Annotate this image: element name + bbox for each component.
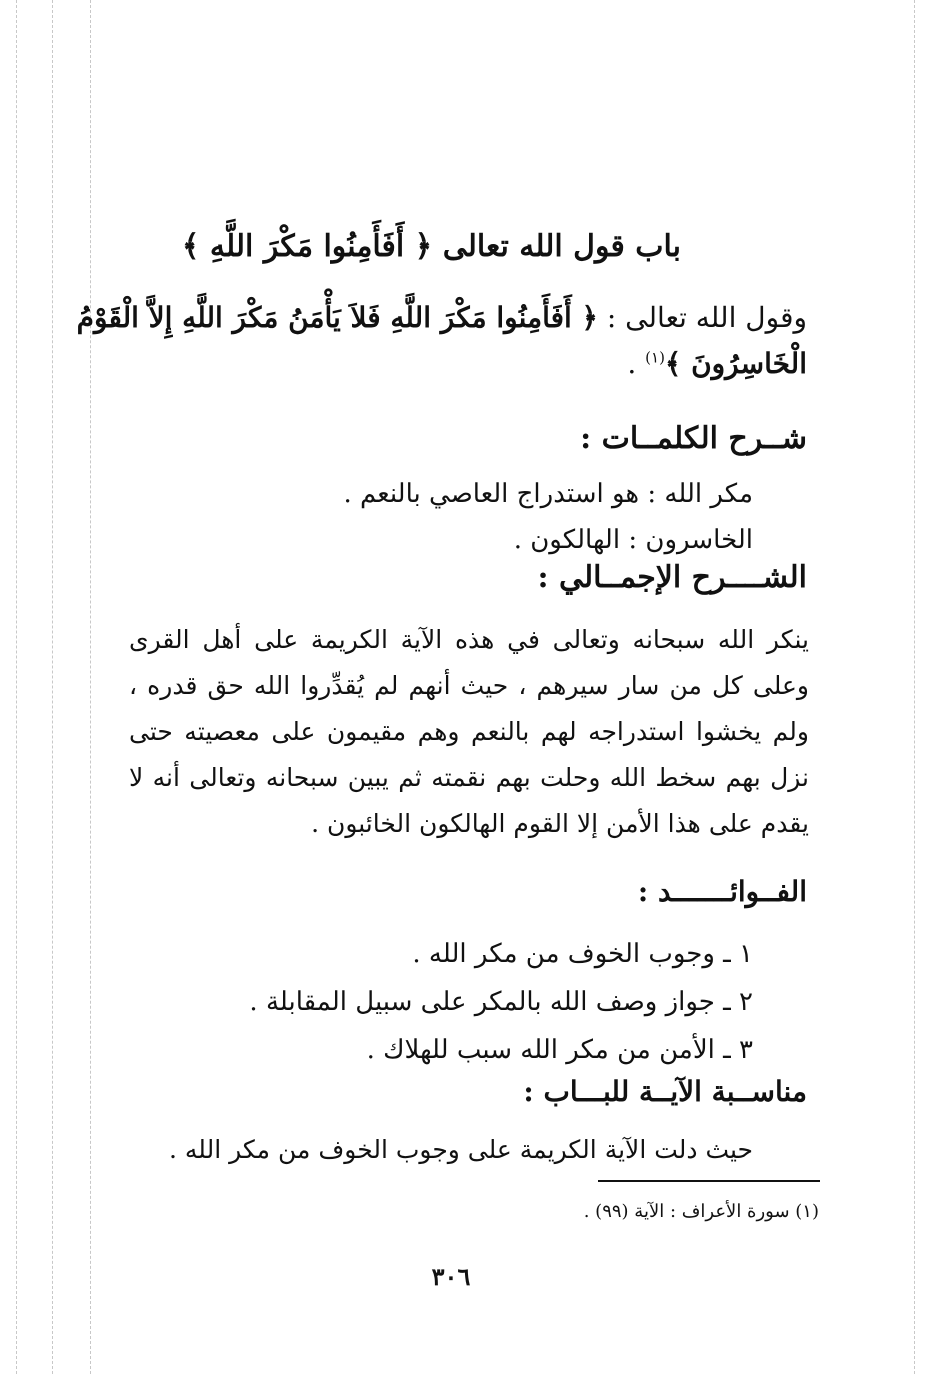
benefit-item: ٣ ـ الأمن من مكر الله سبب للهلاك .	[366, 1035, 753, 1065]
summary-paragraph: ينكر الله سبحانه وتعالى في هذه الآية الكريمة على أهل القرى وعلى كل من سار سيرهم ، حيث أنهم لم يُقدِّروا الله حق قدره ، ولم يخشوا استدراجه لهم بالنعم وهم مقيمون على معصيته حتى نزل بهم سخط الله وحلت بهم نقمته ثم يبين سبحانه وتعالى أنه لا يقدم على هذا الأمن إلا القوم الهالكون الخائبون .	[129, 625, 809, 838]
scan-guide-line	[914, 0, 915, 1374]
verse-quote-2: الْخَاسِرُونَ ﴾	[664, 347, 807, 380]
verse-end: .	[627, 347, 637, 380]
verse-line-2	[107, 347, 807, 380]
word-definition: مكر الله : هو استدراج العاصي بالنعم .	[343, 479, 753, 509]
verse-quote-1: ﴿ أَفَأَمِنُوا مَكْرَ اللَّهِ فَلاَ يَأْمَنُ مَكْرَ اللَّهِ إِلاَّ الْقَوْمُ	[76, 301, 598, 334]
page-number: ٣٠٦	[431, 1262, 471, 1291]
benefit-item: ١ ـ وجوب الخوف من مكر الله .	[412, 939, 753, 969]
section-heading-summary: الشــــرح الإجمــالي :	[537, 560, 807, 595]
section-heading-words: شــرح الكلمــات :	[580, 421, 807, 456]
verse-line-1	[76, 301, 807, 334]
section-heading-relevance: مناســبة الآيــة للبـــاب :	[523, 1075, 807, 1108]
section-heading-benefits: الفــوائـــــــد :	[637, 875, 807, 908]
verse-intro: وقول الله تعالى :	[606, 301, 807, 334]
word-definition: الخاسرون : الهالكون .	[513, 525, 753, 555]
scan-guide-line	[16, 0, 17, 1374]
scan-guide-line	[52, 0, 53, 1374]
relevance-text: حيث دلت الآية الكريمة على وجوب الخوف من مكر الله .	[169, 1135, 753, 1164]
footnote-text: (١) سورة الأعراف : الآية (٩٩) .	[583, 1201, 819, 1222]
scan-guide-line	[90, 0, 91, 1374]
chapter-title: باب قول الله تعالى ﴿ أَفَأَمِنُوا مَكْرَ اللَّهِ ﴾	[181, 229, 681, 264]
footnote-marker: (١)	[645, 348, 665, 367]
benefit-item: ٢ ـ جواز وصف الله بالمكر على سبيل المقابلة .	[249, 987, 753, 1017]
footnote-divider	[598, 1180, 820, 1182]
